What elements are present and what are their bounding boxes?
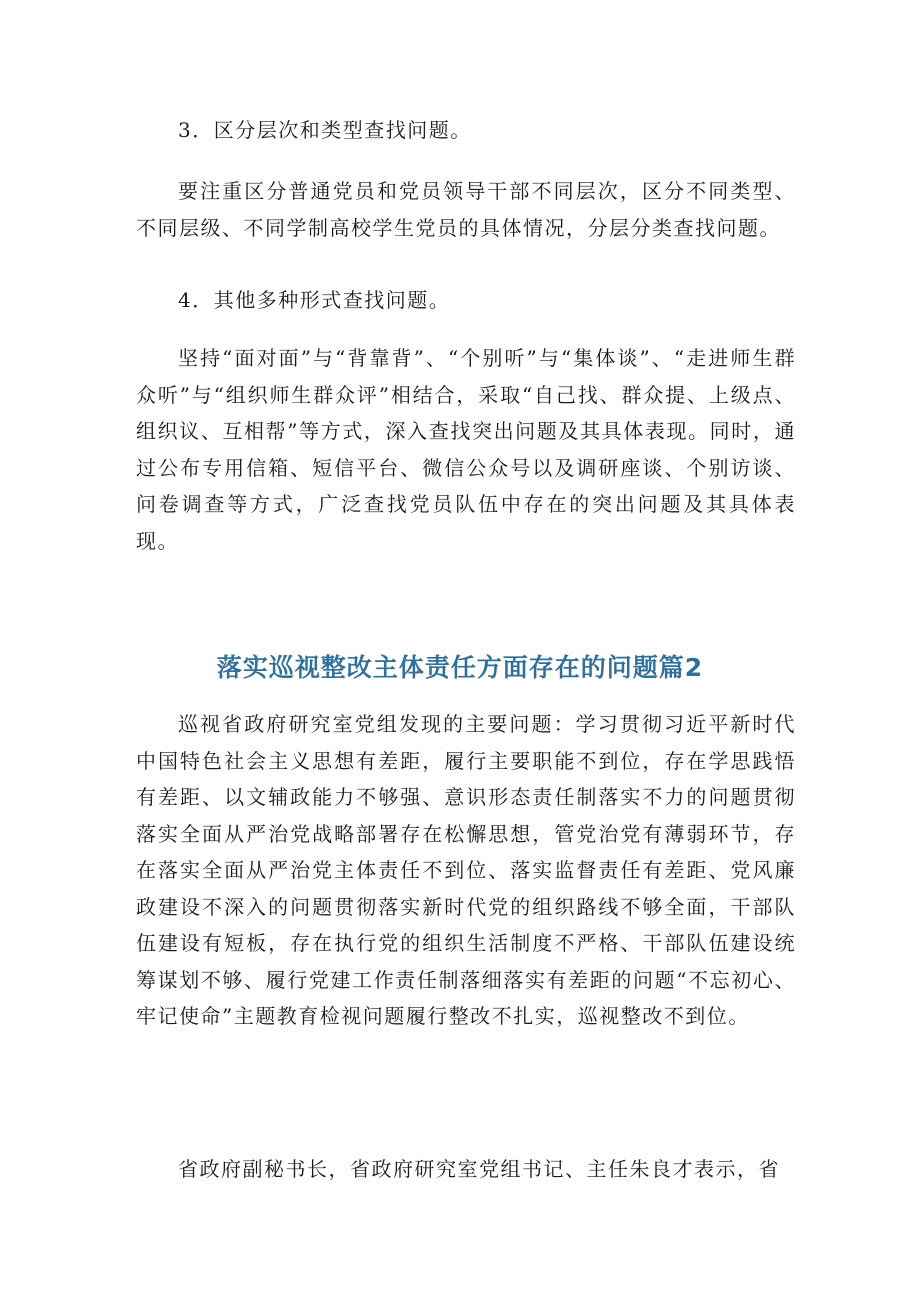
item-4-heading: 4．其他多种形式查找问题。 (178, 288, 451, 312)
section-paragraph-1: 巡视省政府研究室党组发现的主要问题：学习贯彻习近平新时代中国特色社会主义思想有差距，履行主要职能不到位，存在学思践悟有差距、以文辅政能力不够强、意识形态责任制落实不力的问题贯彻落实全面从严治党战略部署存在松懈思想，管党治党有薄弱环节，存在落实全面从严治党主体责任不到位、落实监督责任有差距、党风廉政建设不深入的问题贯彻落实新时代党的组织路线不够全面，干部队伍建设有短板，存在执行党的组织生活制度不严格、干部队伍建设统筹谋划不够、履行党建工作责任制落细落实有差距的问题“不忘初心、牢记使命”主题教育检视问题履行整改不扎实，巡视整改不到位。 (136, 712, 796, 1028)
section-paragraph-2: 省政府副秘书长，省政府研究室党组书记、主任朱良才表示，省 (178, 1157, 780, 1181)
section-title: 落实巡视整改主体责任方面存在的问题篇2 (216, 653, 704, 682)
item-4-paragraph: 坚持“面对面”与“背靠背”、“个别听”与“集体谈”、“走进师生群众听”与“组织师生群众评”相结合，采取“自己找、群众提、上级点、组织议、互相帮”等方式，深入查找突出问题及其具体表现。同时，通过公布专用信箱、短信平台、微信公众号以及调研座谈、个别访谈、问卷调查等方式，广泛查找党员队伍中存在的突出问题及其具体表现。 (136, 346, 796, 553)
item-3-paragraph: 要注重区分普通党员和党员领导干部不同层次，区分不同类型、不同层级、不同学制高校学生党员的具体情况，分层分类查找问题。 (136, 179, 796, 240)
item-3-heading: 3．区分层次和类型查找问题。 (178, 118, 472, 142)
